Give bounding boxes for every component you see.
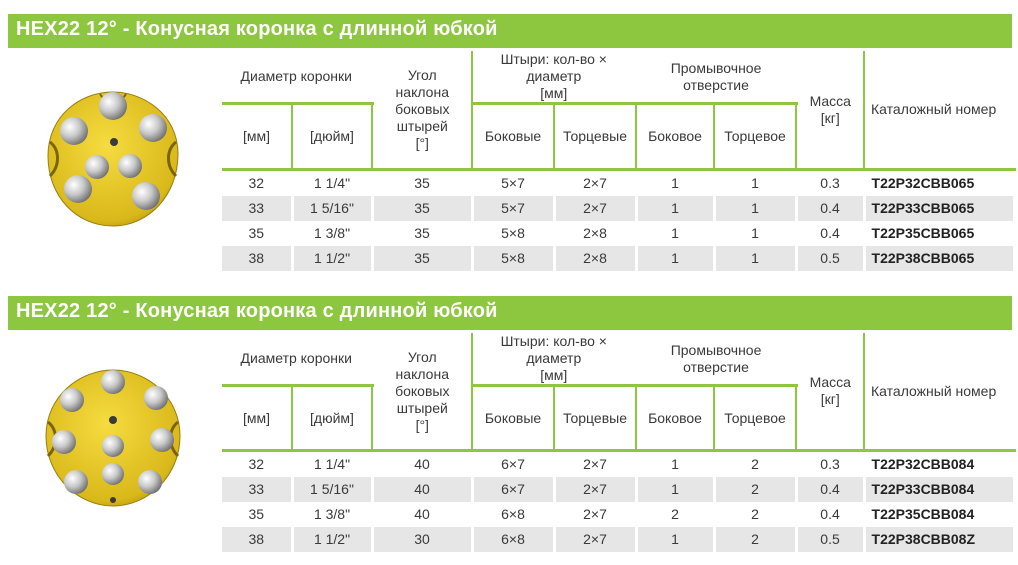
table-row [222, 451, 1014, 478]
cell-mm: 35 [222, 502, 292, 527]
cell-mass: 0.4 [796, 221, 864, 246]
cell-inch: 1 3/8" [292, 221, 372, 246]
section-title: HEX22 12° - Конусная коронка с длинной юбкой [16, 18, 498, 40]
cell-flush-face: 2 [714, 477, 796, 502]
cell-mm: 38 [222, 527, 292, 552]
cell-mass: 0.5 [796, 246, 864, 271]
cell-pins-side: 6×8 [472, 527, 554, 552]
cell-mass: 0.3 [796, 451, 864, 478]
cell-mm: 32 [222, 451, 292, 478]
section-title-bar [8, 296, 1012, 330]
header-pins-side: Боковые [472, 104, 554, 170]
cell-flush-face: 1 [714, 196, 796, 221]
cell-flush-face: 1 [714, 170, 796, 197]
cell-pins-face: 2×7 [554, 170, 636, 197]
header-mm: [мм] [222, 386, 292, 451]
table-row [222, 527, 1014, 552]
cell-inch: 1 1/4" [292, 170, 372, 197]
cell-pins-side: 6×7 [472, 477, 554, 502]
table-row [222, 477, 1014, 502]
header-inch: [дюйм] [292, 386, 372, 451]
cell-flush-side: 1 [636, 451, 714, 478]
cell-angle: 35 [372, 196, 472, 221]
cell-pins-side: 6×8 [472, 502, 554, 527]
cell-flush-side: 1 [636, 170, 714, 197]
cell-inch: 1 3/8" [292, 502, 372, 527]
cell-angle: 35 [372, 221, 472, 246]
cell-mass: 0.4 [796, 196, 864, 221]
cell-flush-side: 1 [636, 477, 714, 502]
cell-angle: 40 [372, 451, 472, 478]
cell-catalog: T22P38CBB08Z [864, 527, 1014, 552]
cell-flush-side: 1 [636, 527, 714, 552]
cell-catalog: T22P32CBB065 [864, 170, 1014, 197]
cell-flush-side: 2 [636, 502, 714, 527]
cell-mm: 33 [222, 196, 292, 221]
cell-flush-face: 2 [714, 451, 796, 478]
cell-catalog: T22P33CBB065 [864, 196, 1014, 221]
section-title-bar [8, 14, 1012, 48]
cell-flush-face: 2 [714, 502, 796, 527]
cell-inch: 1 5/16" [292, 477, 372, 502]
cell-pins-face: 2×8 [554, 221, 636, 246]
header-flush-side: Боковое [636, 386, 714, 451]
header-flush-group: Промывочное отверстие [636, 51, 796, 104]
cell-mm: 33 [222, 477, 292, 502]
cell-mm: 32 [222, 170, 292, 197]
header-flush-group: Промывочное отверстие [636, 333, 796, 386]
table-row [222, 196, 1014, 221]
header-mass: Масса [кг] [796, 333, 864, 451]
drill-bit-image-2 [38, 362, 188, 512]
cell-mass: 0.3 [796, 170, 864, 197]
cell-flush-side: 1 [636, 221, 714, 246]
cell-angle: 35 [372, 246, 472, 271]
cell-inch: 1 1/4" [292, 451, 372, 478]
cell-angle: 40 [372, 477, 472, 502]
cell-mass: 0.5 [796, 527, 864, 552]
header-pins-group: Штыри: кол-во × диаметр [мм] [472, 51, 636, 104]
cell-catalog: T22P33CBB084 [864, 477, 1014, 502]
spec-table-2 [222, 333, 1016, 552]
cell-flush-side: 1 [636, 246, 714, 271]
cell-pins-face: 2×7 [554, 451, 636, 478]
header-flush-face: Торцевое [714, 104, 796, 170]
cell-inch: 1 1/2" [292, 527, 372, 552]
cell-mm: 38 [222, 246, 292, 271]
cell-mass: 0.4 [796, 502, 864, 527]
cell-catalog: T22P35CBB084 [864, 502, 1014, 527]
cell-pins-side: 6×7 [472, 451, 554, 478]
header-pins-face: Торцевые [554, 104, 636, 170]
header-pins-group: Штыри: кол-во × диаметр [мм] [472, 333, 636, 386]
header-flush-side: Боковое [636, 104, 714, 170]
cell-pins-side: 5×8 [472, 221, 554, 246]
cell-mm: 35 [222, 221, 292, 246]
cell-pins-side: 5×7 [472, 196, 554, 221]
header-diameter-group: Диаметр коронки [222, 333, 372, 386]
table-row [222, 246, 1014, 271]
header-angle: Угол наклона боковых штырей [°] [372, 51, 472, 170]
cell-angle: 35 [372, 170, 472, 197]
header-catalog: Каталожный номер [864, 51, 1014, 170]
table-row [222, 221, 1014, 246]
table-row [222, 170, 1014, 197]
cell-pins-face: 2×7 [554, 477, 636, 502]
cell-flush-face: 2 [714, 527, 796, 552]
header-pins-face: Торцевые [554, 386, 636, 451]
header-catalog: Каталожный номер [864, 333, 1014, 451]
table-row [222, 502, 1014, 527]
cell-flush-face: 1 [714, 246, 796, 271]
cell-catalog: T22P32CBB084 [864, 451, 1014, 478]
cell-inch: 1 5/16" [292, 196, 372, 221]
header-angle: Угол наклона боковых штырей [°] [372, 333, 472, 451]
header-mass: Масса [кг] [796, 51, 864, 170]
cell-catalog: T22P38CBB065 [864, 246, 1014, 271]
cell-angle: 40 [372, 502, 472, 527]
cell-mass: 0.4 [796, 477, 864, 502]
cell-pins-side: 5×7 [472, 170, 554, 197]
header-pins-side: Боковые [472, 386, 554, 451]
cell-pins-face: 2×8 [554, 246, 636, 271]
header-mm: [мм] [222, 104, 292, 170]
cell-inch: 1 1/2" [292, 246, 372, 271]
cell-pins-face: 2×7 [554, 527, 636, 552]
spec-table-1 [222, 51, 1016, 271]
cell-pins-face: 2×7 [554, 502, 636, 527]
header-diameter-group: Диаметр коронки [222, 51, 372, 104]
cell-flush-face: 1 [714, 221, 796, 246]
header-inch: [дюйм] [292, 104, 372, 170]
section-title: HEX22 12° - Конусная коронка с длинной юбкой [16, 300, 498, 322]
cell-angle: 30 [372, 527, 472, 552]
header-flush-face: Торцевое [714, 386, 796, 451]
cell-pins-side: 5×8 [472, 246, 554, 271]
cell-catalog: T22P35CBB065 [864, 221, 1014, 246]
cell-flush-side: 1 [636, 196, 714, 221]
cell-pins-face: 2×7 [554, 196, 636, 221]
drill-bit-image-1 [38, 84, 188, 234]
